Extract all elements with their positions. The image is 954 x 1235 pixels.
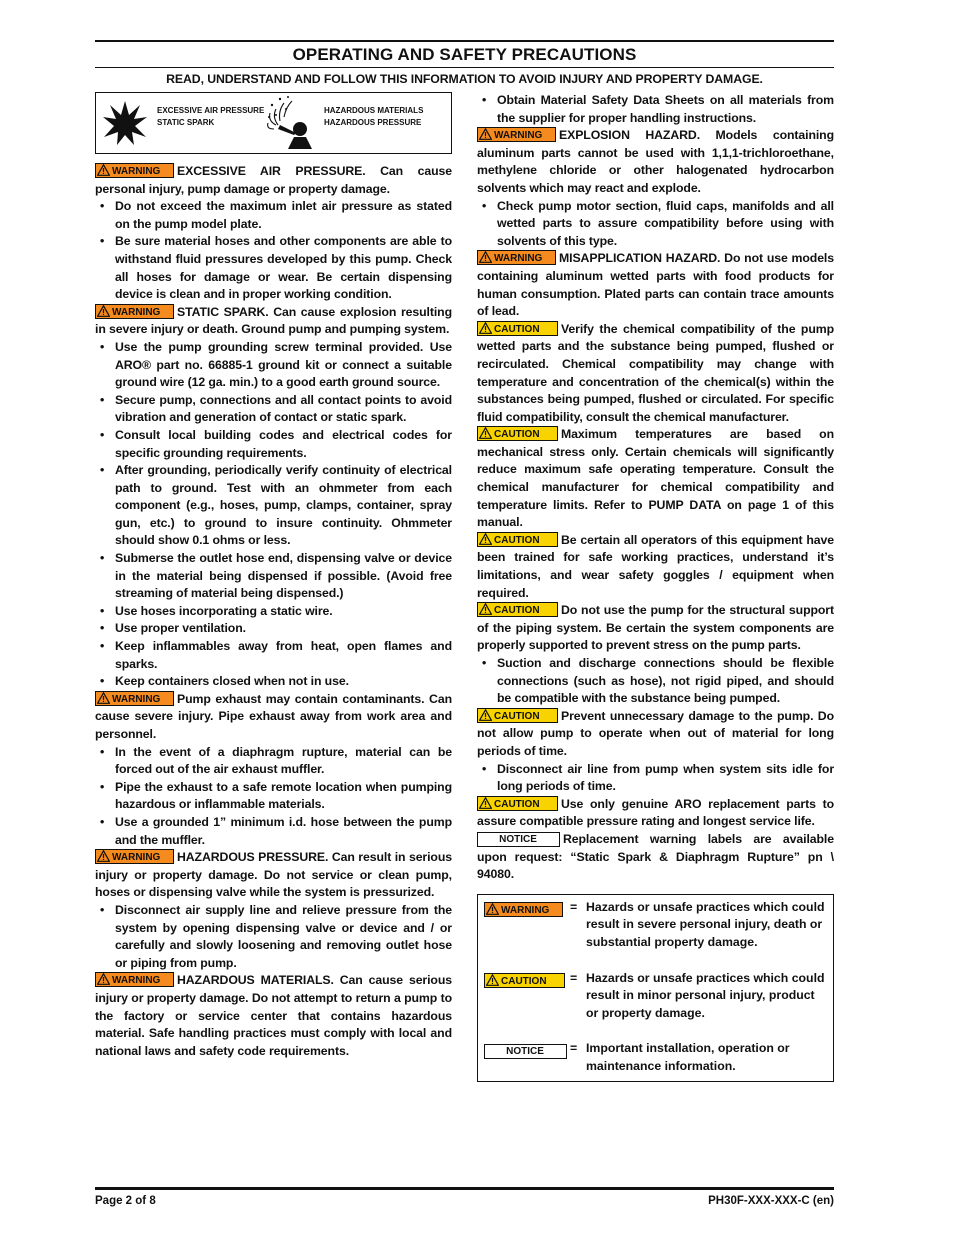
list-item: • After grounding, periodically verify continuity of electrical path to ground. Test with an ohmmeter from each component (e.g., hoses, pump, clamps, container, spray gun, etc.) to ground to insure continuity. Ohmmeter should show 0.1 ohms or less.	[115, 462, 452, 550]
warning-triangle-icon	[486, 903, 499, 915]
caution-badge: CAUTION	[477, 321, 558, 336]
caution-operator-training: CAUTION Be certain all operators of this equipment have been trained for safe working practices, understand it’s limitations, and wear safety goggles / equipment when required.	[477, 532, 834, 600]
caution-genuine-parts: CAUTION Use only genuine ARO replacement parts to assure compatible pressure rating and longest service life.	[477, 796, 834, 829]
notice-replacement-labels: NOTICE Replacement warning labels are available upon request: “Static Spark & Diaphragm Rupture” pn \ 94080.	[477, 831, 834, 882]
explosion-icon	[102, 99, 148, 147]
list-item: • Use hoses incorporating a static wire.	[115, 603, 452, 621]
hazardous-spray-icon	[266, 95, 318, 149]
bullet-list-connections	[477, 655, 834, 708]
left-column	[95, 92, 452, 1082]
bullet-list-static-spark	[95, 339, 452, 691]
list-item: • Consult local building codes and electrical codes for specific grounding requirements.	[115, 427, 452, 462]
equals-sign: =	[570, 899, 578, 914]
page-footer	[95, 1195, 834, 1207]
legend-row-warning	[484, 899, 827, 952]
caution-triangle-icon	[486, 974, 499, 986]
hazard-text-left: EXCESSIVE AIR PRESSURE STATIC SPARK	[157, 106, 265, 127]
warning-pump-exhaust: WARNING Pump exhaust may contain contaminants. Can cause severe injury. Pipe exhaust away from work area and personnel.	[95, 691, 452, 741]
warning-excessive-air-pressure: WARNING EXCESSIVE AIR PRESSURE. Can cause personal injury, pump damage or property damage.	[95, 164, 452, 196]
document-page	[95, 40, 834, 1073]
page-title: OPERATING AND SAFETY PRECAUTIONS	[292, 45, 637, 64]
bullet-list-msds	[477, 92, 834, 127]
notice-badge: NOTICE	[484, 1044, 567, 1059]
warning-badge: WARNING	[477, 250, 556, 265]
warning-badge: WARNING	[484, 902, 563, 917]
warning-triangle-icon	[97, 973, 110, 985]
caution-chemical-compatibility: CAUTION Verify the chemical compatibility of the pump wetted parts and the substance being pumped, flushed or recirculated. Chemical compatibility may change with temperature and concentration of the chemical(s) within the substances being pumped, flushed or circulated. For specific fluid compatibility, consult the chemical manufacturer.	[477, 321, 834, 424]
warning-triangle-icon	[97, 850, 110, 862]
warning-badge: WARNING	[95, 304, 174, 319]
caution-prevent-damage: CAUTION Prevent unnecessary damage to the pump. Do not allow pump to operate when out of material for long periods of time.	[477, 708, 834, 758]
warning-static-spark: WARNING STATIC SPARK. Can cause explosion resulting in severe injury or death. Ground pump and pumping system.	[95, 304, 452, 337]
signal-word-legend	[477, 894, 834, 1083]
bullet-list-idle	[477, 761, 834, 796]
list-item: • Disconnect air supply line and relieve pressure from the system by opening dispensing valve or device and / or carefully and slowly loosening and removing outlet hose or piping from pump.	[115, 902, 452, 972]
bullet-list-exhaust	[95, 744, 452, 850]
warning-triangle-icon	[97, 164, 110, 176]
page-subtitle: READ, UNDERSTAND AND FOLLOW THIS INFORMATION TO AVOID INJURY AND PROPERTY DAMAGE.	[166, 72, 763, 86]
notice-badge: NOTICE	[477, 832, 560, 847]
warning-hazardous-materials: WARNING HAZARDOUS MATERIALS. Can cause serious injury or property damage. Do not attempt to return a pump to the factory or service center that contains hazardous material. Safe handling practices must comply with local and national laws and safety code requirements.	[95, 973, 452, 1058]
caution-triangle-icon	[479, 797, 492, 809]
equals-sign: =	[570, 1041, 578, 1056]
caution-badge: CAUTION	[477, 602, 558, 617]
legend-notice-desc: Important installation, operation or maintenance information.	[586, 1041, 790, 1073]
warning-triangle-icon	[97, 692, 110, 704]
list-item: • Use a grounded 1” minimum i.d. hose between the pump and the muffler.	[115, 814, 452, 849]
legend-row-notice	[484, 1040, 827, 1075]
list-item: • Be sure material hoses and other components are able to withstand fluid pressures developed by this pump. Check all hoses for damage or wear. Be certain dispensing device is clean and in proper working condition.	[115, 233, 452, 303]
caution-badge: CAUTION	[477, 708, 558, 723]
list-item: • Check pump motor section, fluid caps, manifolds and all wetted parts to assure compatibility before using with solvents of this type.	[497, 198, 834, 251]
list-item: • Submerse the outlet hose end, dispensing valve or device in the material being dispensed if possible. (Avoid free streaming of material being dispensed.)	[115, 550, 452, 603]
list-item: • Keep inflammables away from heat, open flames and sparks.	[115, 638, 452, 673]
legend-caution-desc: Hazards or unsafe practices which could result in minor personal injury, product or property damage.	[586, 970, 825, 1020]
warning-explosion-hazard: WARNING EXPLOSION HAZARD. Models containing aluminum parts cannot be used with 1,1,1-trichloroethane, methylene chloride or other halogenated hydrocarbon solvents which may react and explode.	[477, 128, 834, 195]
warning-badge: WARNING	[95, 972, 174, 987]
list-item: • Use proper ventilation.	[115, 620, 452, 638]
list-item: • In the event of a diaphragm rupture, material can be forced out of the air exhaust muffler.	[115, 744, 452, 779]
list-item: • Pipe the exhaust to a safe remote location when pumping hazardous or inflammable materials.	[115, 779, 452, 814]
legend-warning-desc: Hazards or unsafe practices which could result in severe personal injury, death or substantial property damage.	[586, 899, 825, 949]
list-item: • Keep containers closed when not in use.	[115, 673, 452, 691]
caution-triangle-icon	[479, 533, 492, 545]
bullet-list-explosion	[477, 198, 834, 251]
equals-sign: =	[570, 970, 578, 985]
caution-max-temperatures: CAUTION Maximum temperatures are based on mechanical stress only. Certain chemicals will significantly reduce maximum safe operating temperature. Consult the chemical manufacturer for chemical compatibility and temperature limits. Refer to PUMP DATA on page 1 of this manual.	[477, 427, 834, 530]
caution-badge: CAUTION	[477, 426, 558, 441]
document-id: PH30F-XXX-XXX-C (en)	[708, 1195, 834, 1207]
title-rule	[95, 67, 834, 68]
caution-badge: CAUTION	[477, 796, 558, 811]
caution-structural-support: CAUTION Do not use the pump for the structural support of the piping system. Be certain the system components are properly supported to prevent stress on the pump parts.	[477, 603, 834, 653]
warning-hazardous-pressure: WARNING HAZARDOUS PRESSURE. Can result in serious injury or property damage. Do not service or clean pump, hoses or dispensing valve while the system is pressurized.	[95, 850, 452, 900]
list-item: • Suction and discharge connections should be flexible connections (such as hose), not rigid piped, and should be compatible with the substance being pumped.	[497, 655, 834, 708]
caution-triangle-icon	[479, 322, 492, 334]
footer-rule	[95, 1187, 834, 1190]
warning-badge: WARNING	[95, 163, 174, 178]
warning-badge: WARNING	[95, 691, 174, 706]
list-item: • Secure pump, connections and all contact points to avoid vibration and generation of contact or static spark.	[115, 392, 452, 427]
content-columns	[95, 92, 834, 1082]
legend-row-caution	[484, 970, 827, 1023]
list-item: • Disconnect air line from pump when system sits idle for long periods of time.	[497, 761, 834, 796]
bullet-list-hazardous-pressure	[95, 902, 452, 972]
hazard-text-right: HAZARDOUS MATERIALS HAZARDOUS PRESSURE	[324, 106, 424, 127]
hazard-symbols-box	[95, 92, 452, 154]
caution-triangle-icon	[479, 427, 492, 439]
page-number: Page 2 of 8	[95, 1195, 156, 1207]
list-item: • Use the pump grounding screw terminal provided. Use ARO® part no. 66885-1 ground kit or connect a suitable ground wire (12 ga. min.) to a good earth ground source.	[115, 339, 452, 392]
warning-misapplication-hazard: WARNING MISAPPLICATION HAZARD. Do not use models containing aluminum wetted parts with food products for human consumption. Plated parts can contain trace amounts of lead.	[477, 251, 834, 319]
list-item: • Do not exceed the maximum inlet air pressure as stated on the pump model plate.	[115, 198, 452, 233]
warning-triangle-icon	[479, 251, 492, 263]
bullet-list-air-pressure	[95, 198, 452, 304]
caution-badge: CAUTION	[484, 973, 565, 988]
warning-triangle-icon	[97, 305, 110, 317]
list-item: • Obtain Material Safety Data Sheets on all materials from the supplier for proper handling instructions.	[497, 92, 834, 127]
caution-badge: CAUTION	[477, 532, 558, 547]
warning-badge: WARNING	[95, 849, 174, 864]
caution-triangle-icon	[479, 709, 492, 721]
caution-triangle-icon	[479, 603, 492, 615]
warning-badge: WARNING	[477, 127, 556, 142]
right-column	[477, 92, 834, 1082]
warning-triangle-icon	[479, 128, 492, 140]
